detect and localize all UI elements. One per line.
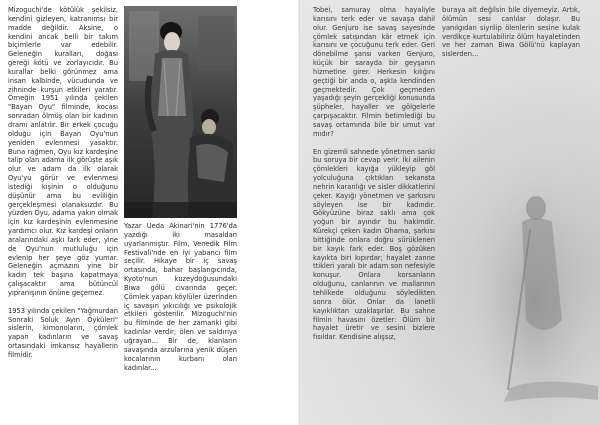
text-column-4 <box>442 6 580 68</box>
paragraph: buraya ait değilsin bile diyemeyiz. Artık, ölümün sesi canlılar dolaşır. Bu yanılgıdan siyrilip ölenlerin sesine kulak verdikçe kurtulabiliriz ölüm hayaletinden ve her zaman Biwa Gölü'nü kaplayan sislerden... <box>442 6 580 59</box>
paragraph: En gizemli sahnede yönetmen sanki bu soruya bir cevap verir. İki ailenin çömlekleri kayığa yükleyip göl yolculuğuna çıktıkları sekansta nehrin karanlığı ve sisler dikkatlerini çeker. Kayığı yönetmen ve şarkısını söyleyen ise bir kadındır. Gökyüzüne biraz saklı ama çok yoğun bir ayındır bu hakimdir. Kürekçi çeken kadın Ohama, şarkısı bittiğinde onlara doğru sürüklenen bir kayık fark eder. Boş gözüken kayıkta biri kıpırdar; hayalet zanne ttikleri yaralı bir adam son nefesiyle konuşur. Onlara korsanların olduğunu, canlarının ve mallarının tehlikede olduğunu söyledikten sonra ölür. Onlar da lanetli kayıklıktan uzaklaşırlar. Bu sahne filmin havasını özetler: Ölüm bir hayalet üretir ve sesini bizlere fısıldar. Kendisine alışsız, <box>313 147 435 342</box>
paragraph: Mizoguchi'de kötülük şekilsiz, kendini gizleyen, katranımsı bir madde değildir. Aksine, o kendini ancak belli bir takım biçimlerle var edebilir. Geleneğin kuralları, doğası gereği kötü ve zorlayıcıdır. Bu kurallar belki görünmez ama insan kalbinde, vücudunda ve zihninde kurşun etkileri yaratır. Örneğin 1951 yılında çekilen "Bayan Oyu" filminde, kocası sonradan ölmüş olan bir kadının dramı anlatılır. Bir erkek çocuğu olduğu için Bayan Oyu'nun yeniden evlenmesi yasaktır. Buna rağmen, Oyu kız kardeşine talip olan adama ilk görüşte aşık olur ve adam da ilk olarak Oyu'yu görür ve evlenmesi istediği kişinin o olduğunu düşünür ama bu evliliğin gerçekleşmesi olanaksızdır. Bu yüzden Oyu, adama yakın olmak için kız kardeşinin evlenmesine yardımcı olur. Kız kardeşi onların aralarındaki aşkı fark eder, yine de Oyu'nun mutluluğu için evlenip her şeye göz yumar. Geleneğin açmazını yine bir kadın tek başına kapatmaya çalışacaktır ama bütüncül yıpranışının önüne geçemez. <box>8 6 118 297</box>
paragraph: Yazar Ueda Akinari'nin 1776'da yazdığı iki masaldan uyarlanmıştır. Film, Venedik Film Festivali'nde en iyi yabancı film seçilir. Hikaye bir iç savaş ortasında, bahar başlangıcında, Kyoto'nun kuzeydoğusundaki Biwa gölü civarında geçer. Çömlek yapan köylüler üzerinden iç savaşın yıkıcılığı ve psikolojik etkileri gösterilir. Mizoguchi'nin bu filminde de her zamanki gibi kadınlar verdir; ölen ve saldırıya uğrayan... Bir de, klanların savaşında arzularına yenik düşen kocalarının kurbanı olan kadınlar... <box>124 222 237 372</box>
paragraph: 1953 yılında çekilen "Yağmurdan Sonraki Soluk Ayın Öyküleri" sislerin, kimonoların, çömlek yapan kadınların ve savaş ortasındaki imkansız hayallerin filmidir. <box>8 306 118 359</box>
paragraph: Tobei, samuray olma hayaliyle karısını terk eder ve savaşa dahil olur. Genjuro ise savaş sayesinde çömlek satışından kâr etmek için karısını ve çocuğunu terk eder. Geri dönebilme şansı varken Genjuro, küçük bir sarayda bir geyşanın hizmetine girer. Herkesin kılığını geçtiği bir anda o, aşkla kendinden geçmektedir. Çok geçmeden yaşadığı şeyin gerçekliği konusunda şüpheler, hayaller ve gölgelerle çarpışacaktır. Filmin betimlediği bu savaş ortamında bile bir umut var mıdır? <box>313 6 435 138</box>
ghost-boatman-image <box>470 150 600 425</box>
text-column-2 <box>124 222 237 381</box>
text-column-1 <box>8 6 118 369</box>
text-column-3 <box>313 6 435 351</box>
right-page <box>300 0 600 425</box>
film-still-image <box>124 6 237 218</box>
